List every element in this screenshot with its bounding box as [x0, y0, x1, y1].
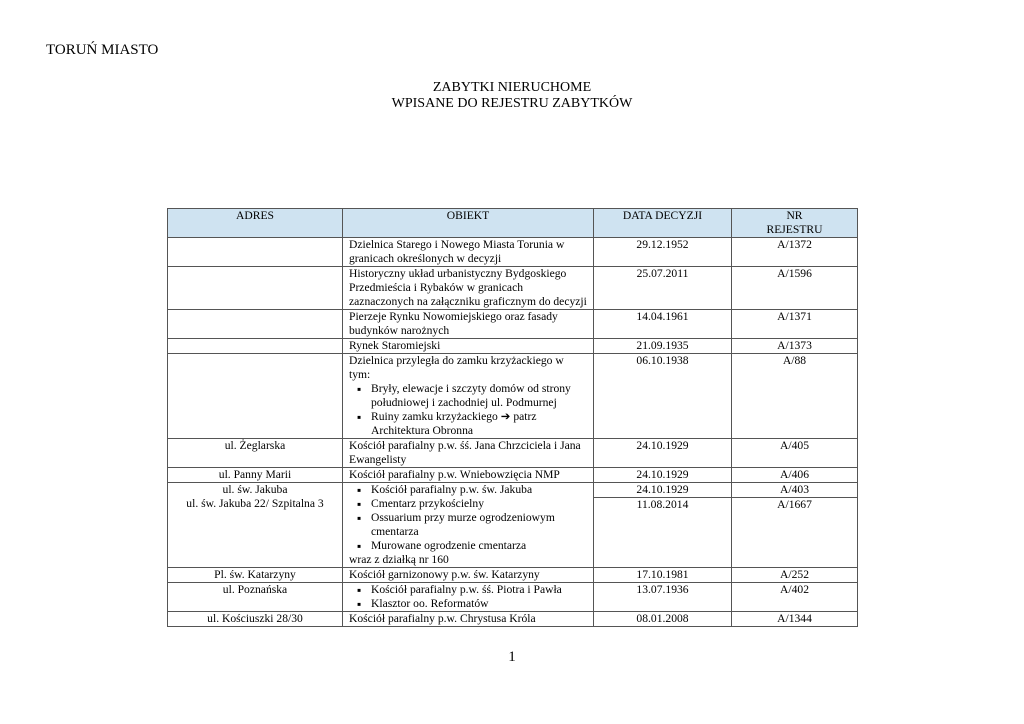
obiekt-text: wraz z działką nr 160	[349, 553, 449, 566]
document-subtitle: WPISANE DO REJESTRU ZABYTKÓW	[391, 96, 633, 111]
cell-adres	[168, 238, 343, 267]
list-item: ▪ Kościół parafialny p.w. śś. Piotra i Pawła	[349, 583, 587, 597]
cell-data: 06.10.1938	[594, 354, 732, 439]
cell-data: 17.10.1981	[594, 568, 732, 583]
cell-data: 25.07.2011	[594, 267, 732, 310]
cell-data: 13.07.1936	[594, 583, 732, 612]
list-item: ▪ Ruiny zamku krzyżackiego ➔ patrz Architektura Obronna	[349, 410, 587, 438]
column-header-obiekt: OBIEKT	[343, 209, 594, 238]
table-row	[168, 468, 858, 483]
cell-adres	[168, 310, 343, 339]
list-item: ▪ Murowane ogrodzenie cmentarza	[349, 539, 587, 553]
cell-nr	[732, 483, 858, 568]
cell-obiekt	[343, 483, 594, 568]
cell-nr: A/1371	[732, 310, 858, 339]
cell-adres	[168, 483, 343, 568]
page-number: 1	[508, 649, 516, 665]
table-row	[168, 267, 858, 310]
cell-nr: A/405	[732, 439, 858, 468]
cell-adres: ul. Poznańska	[168, 583, 343, 612]
cell-nr: A/88	[732, 354, 858, 439]
cell-obiekt: Kościół parafialny p.w. Wniebowzięcia NMP	[343, 468, 594, 483]
cell-adres: Pl. św. Katarzyny	[168, 568, 343, 583]
table-row	[168, 568, 858, 583]
document-title: ZABYTKI NIERUCHOME	[432, 80, 592, 95]
obiekt-text: Dzielnica przyległa do zamku krzyżackiego w tym:	[349, 354, 564, 381]
cell-data: 08.01.2008	[594, 612, 732, 627]
column-header-data-decyzji: DATA DECYZJI	[594, 209, 732, 238]
list-item: ▪ Cmentarz przykościelny	[349, 497, 587, 511]
cell-nr: A/1596	[732, 267, 858, 310]
cell-obiekt: Kościół parafialny p.w. śś. Jana Chrzciciela i Jana Ewangelisty	[343, 439, 594, 468]
cell-obiekt	[343, 583, 594, 612]
cell-obiekt: Dzielnica Starego i Nowego Miasta Torunia w granicach określonych w decyzji	[343, 238, 594, 267]
adres-line: ul. św. Jakuba	[222, 483, 288, 496]
cell-data	[594, 483, 732, 568]
bullet-list	[349, 382, 587, 438]
monuments-register-table	[167, 208, 858, 627]
list-item: ▪ Bryły, elewacje i szczyty domów od strony południowej i zachodniej ul. Podmurnej	[349, 382, 587, 410]
table-row	[168, 612, 858, 627]
table-header-row	[168, 209, 858, 238]
table-row	[168, 439, 858, 468]
cell-adres: ul. Kościuszki 28/30	[168, 612, 343, 627]
data-value: 11.08.2014	[594, 497, 731, 512]
cell-data: 24.10.1929	[594, 439, 732, 468]
list-item: ▪ Klasztor oo. Reformatów	[349, 597, 587, 611]
cell-obiekt: Pierzeje Rynku Nowomiejskiego oraz fasady budynków narożnych	[343, 310, 594, 339]
cell-obiekt: Kościół parafialny p.w. Chrystusa Króla	[343, 612, 594, 627]
cell-data: 21.09.1935	[594, 339, 732, 354]
cell-obiekt: Rynek Staromiejski	[343, 339, 594, 354]
table-row	[168, 339, 858, 354]
bullet-list	[349, 583, 587, 611]
table-row	[168, 483, 858, 568]
cell-obiekt: Kościół garnizonowy p.w. św. Katarzyny	[343, 568, 594, 583]
nr-value: A/403	[780, 483, 809, 496]
bullet-list	[349, 483, 587, 553]
cell-adres	[168, 267, 343, 310]
cell-nr: A/1344	[732, 612, 858, 627]
cell-adres	[168, 339, 343, 354]
cell-adres: ul. Panny Marii	[168, 468, 343, 483]
cell-data: 24.10.1929	[594, 468, 732, 483]
cell-nr: A/402	[732, 583, 858, 612]
cell-obiekt: Historyczny układ urbanistyczny Bydgoskiego Przedmieścia i Rybaków w granicach zaznaczonych na załączniku graficznym do decyzji	[343, 267, 594, 310]
cell-adres	[168, 354, 343, 439]
list-item: ▪ Kościół parafialny p.w. św. Jakuba	[349, 483, 587, 497]
list-item: ▪ Ossuarium przy murze ogrodzeniowym cmentarza	[349, 511, 587, 539]
table-row	[168, 310, 858, 339]
cell-nr: A/1373	[732, 339, 858, 354]
cell-data: 29.12.1952	[594, 238, 732, 267]
table-row	[168, 238, 858, 267]
cell-nr: A/252	[732, 568, 858, 583]
nr-value: A/1667	[732, 497, 857, 512]
table-row	[168, 354, 858, 439]
cell-adres: ul. Żeglarska	[168, 439, 343, 468]
cell-obiekt	[343, 354, 594, 439]
column-header-adres: ADRES	[168, 209, 343, 238]
data-value: 24.10.1929	[636, 483, 689, 496]
cell-nr: A/1372	[732, 238, 858, 267]
document-header: TORUŃ MIASTO	[46, 42, 159, 58]
column-header-nr-rejestru: NR REJESTRU	[732, 209, 858, 238]
table-row	[168, 583, 858, 612]
cell-nr: A/406	[732, 468, 858, 483]
adres-line: ul. św. Jakuba 22/ Szpitalna 3	[186, 497, 324, 510]
cell-data: 14.04.1961	[594, 310, 732, 339]
